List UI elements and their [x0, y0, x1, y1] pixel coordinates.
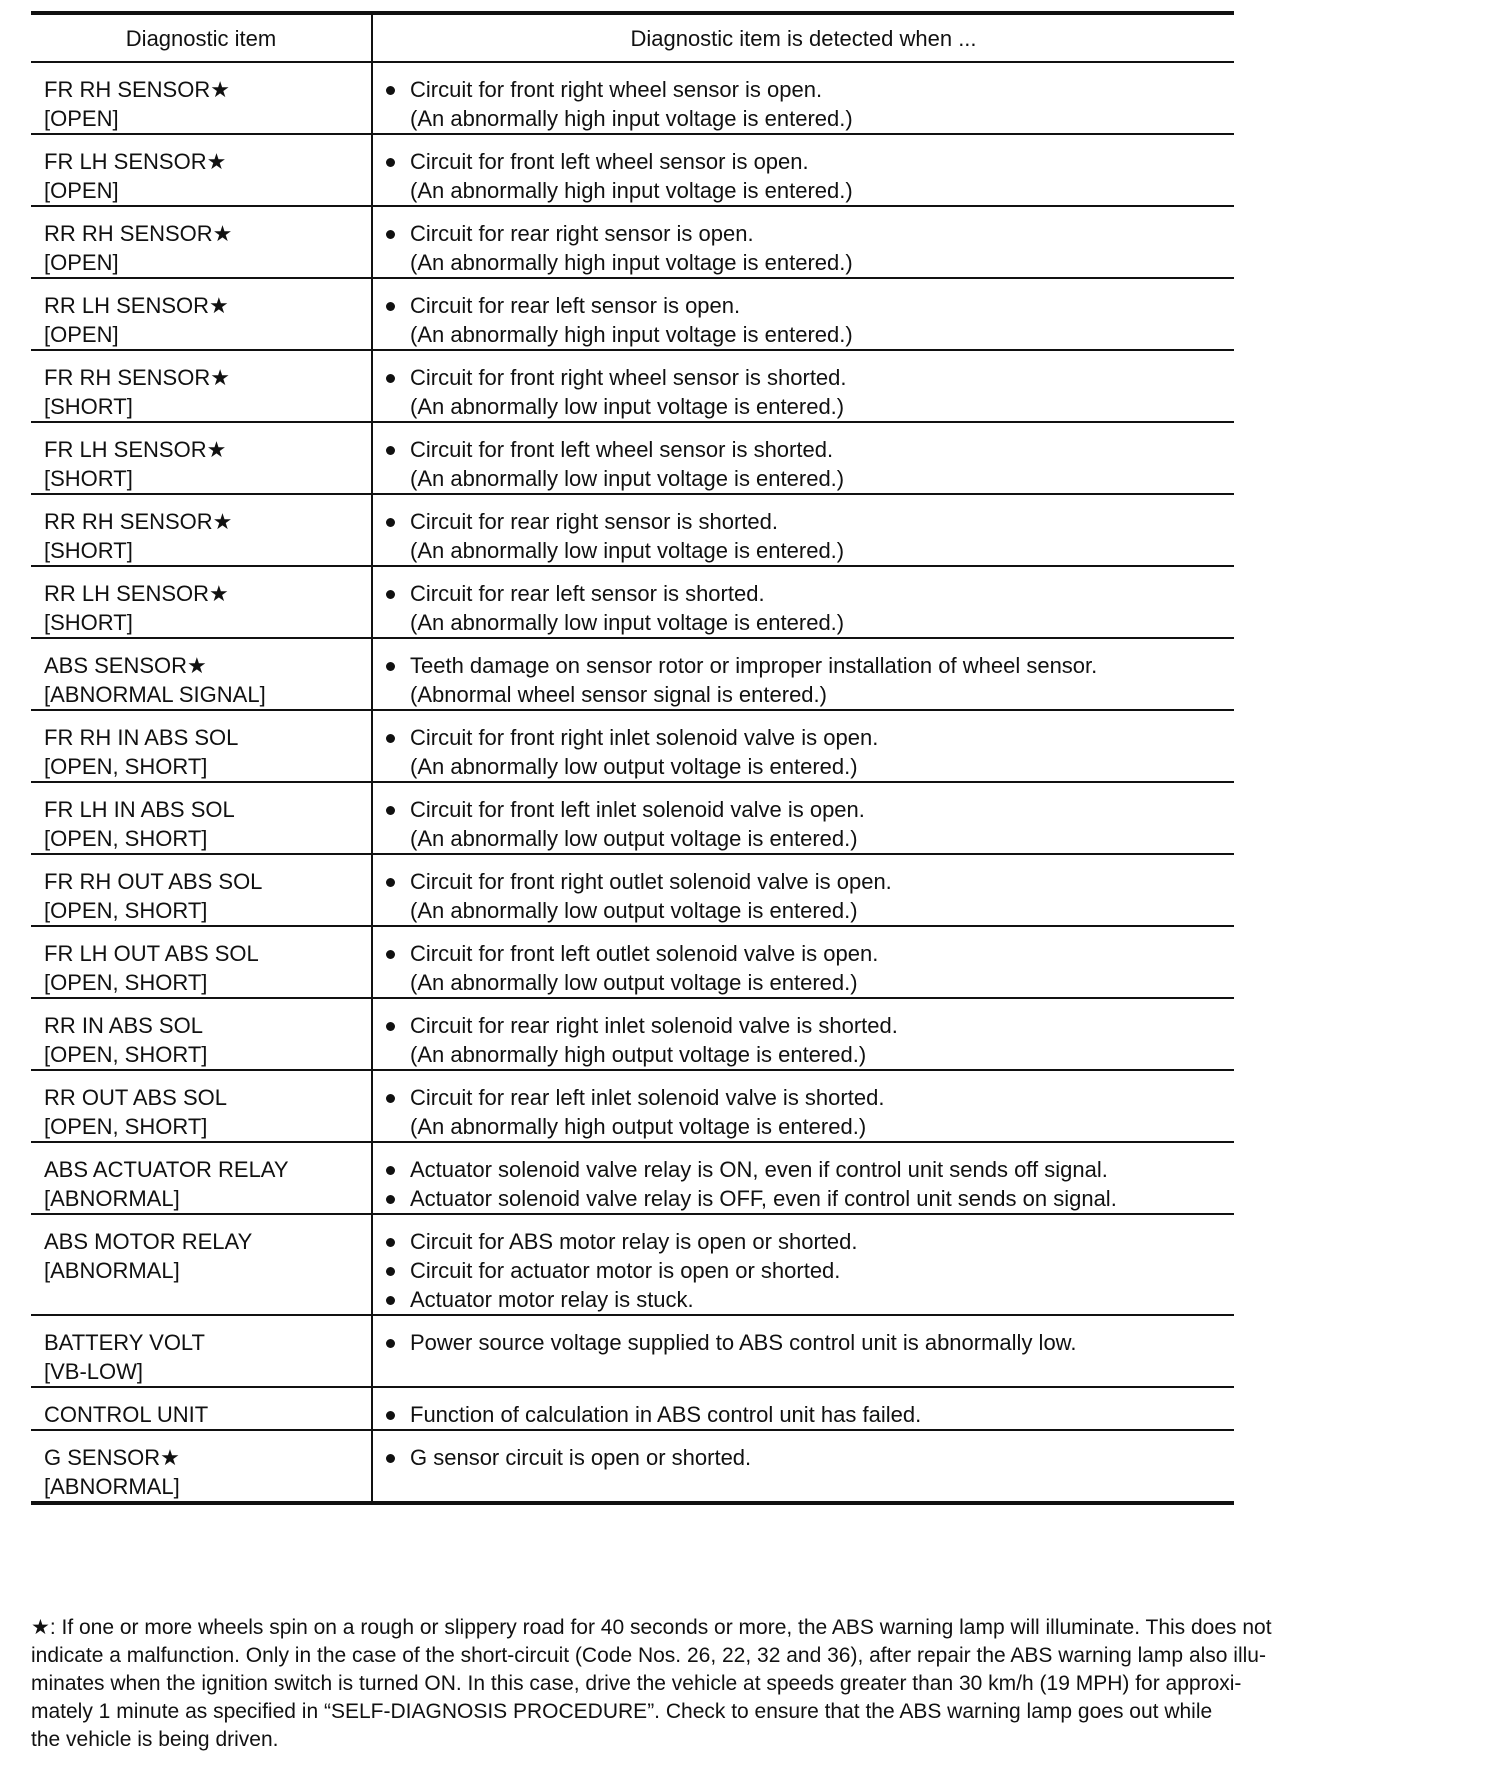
- condition-detail-text: (An abnormally low output voltage is entered.): [410, 970, 858, 995]
- detection-condition-cell: [372, 62, 1234, 134]
- bullet-dot-icon: [386, 374, 395, 383]
- condition-text: Power source voltage supplied to ABS control unit is abnormally low.: [410, 1330, 1077, 1355]
- detection-condition-cell: [372, 1214, 1234, 1315]
- table-row: [31, 134, 1234, 206]
- footnote-line: ★: If one or more wheels spin on a rough or slippery road for 40 seconds or more, the ABS warning lamp will illuminate. This does not: [31, 1616, 1272, 1639]
- diagnostic-item-text: RR LH SENSOR★: [44, 293, 229, 318]
- table-row: [31, 926, 1234, 998]
- condition-text: Circuit for front left wheel sensor is shorted.: [410, 437, 834, 462]
- condition-detail-text: (An abnormally high input voltage is entered.): [410, 322, 853, 347]
- table-body: [31, 62, 1234, 1503]
- table-row: [31, 566, 1234, 638]
- condition-text: Actuator solenoid valve relay is OFF, even if control unit sends on signal.: [410, 1186, 1117, 1211]
- condition-text: Circuit for rear left sensor is open.: [410, 293, 741, 318]
- condition-text: Circuit for front right inlet solenoid valve is open.: [410, 725, 879, 750]
- condition-detail-text: (An abnormally high input voltage is entered.): [410, 106, 853, 131]
- footnote: [31, 1614, 1471, 1754]
- bullet-dot-icon: [386, 518, 395, 527]
- detection-condition-cell: [372, 998, 1234, 1070]
- bullet-item: [383, 1328, 1234, 1357]
- condition-text: G sensor circuit is open or shorted.: [410, 1445, 752, 1470]
- table-row: [31, 278, 1234, 350]
- bullet-item: [383, 1285, 1234, 1314]
- diagnostic-item-text: [OPEN]: [44, 106, 119, 131]
- bullet-item: [383, 1083, 1234, 1112]
- detection-condition-cell: [372, 494, 1234, 566]
- bullet-dot-icon: [386, 1195, 395, 1204]
- diagnostic-item-cell: [31, 998, 372, 1070]
- table-row: [31, 494, 1234, 566]
- diagnostic-item-text: ABS ACTUATOR RELAY: [44, 1157, 289, 1182]
- diagnostic-item-text: [OPEN]: [44, 178, 119, 203]
- condition-detail-text: (An abnormally low input voltage is entered.): [410, 466, 845, 491]
- diagnostic-item-text: G SENSOR★: [44, 1445, 180, 1470]
- bullet-item: [383, 579, 1234, 608]
- diagnostic-item-cell: [31, 782, 372, 854]
- condition-detail-text: (An abnormally low output voltage is entered.): [410, 754, 858, 779]
- bullet-item: [383, 867, 1234, 896]
- diagnostic-item-text: [OPEN, SHORT]: [44, 826, 208, 851]
- diagnostic-item-text: FR RH OUT ABS SOL: [44, 869, 263, 894]
- diagnostic-item-text: BATTERY VOLT: [44, 1330, 205, 1355]
- detection-condition-cell: [372, 1070, 1234, 1142]
- table-row: [31, 1387, 1234, 1430]
- diagnostic-item-text: [VB-LOW]: [44, 1359, 144, 1384]
- diagnostic-item-text: [ABNORMAL]: [44, 1258, 180, 1283]
- diagnostic-item-text: [OPEN]: [44, 322, 119, 347]
- diagnostic-item-text: [OPEN, SHORT]: [44, 754, 208, 779]
- bullet-dot-icon: [386, 1267, 395, 1276]
- bullet-dot-icon: [386, 1094, 395, 1103]
- condition-text: Circuit for rear left inlet solenoid valve is shorted.: [410, 1085, 885, 1110]
- table-row: [31, 350, 1234, 422]
- condition-detail-text: (An abnormally high input voltage is entered.): [410, 178, 853, 203]
- diagnostic-item-cell: [31, 1430, 372, 1503]
- condition-detail-text: (An abnormally high output voltage is entered.): [410, 1042, 867, 1067]
- diagnostic-item-text: [ABNORMAL]: [44, 1474, 180, 1499]
- bullet-dot-icon: [386, 230, 395, 239]
- bullet-dot-icon: [386, 734, 395, 743]
- bullet-item: [383, 1227, 1234, 1256]
- detection-condition-cell: [372, 638, 1234, 710]
- bullet-dot-icon: [386, 1454, 395, 1463]
- diagnostic-item-cell: [31, 710, 372, 782]
- diagnostic-item-text: FR LH OUT ABS SOL: [44, 941, 259, 966]
- diagnostic-item-text: [SHORT]: [44, 538, 133, 563]
- bullet-item: [383, 363, 1234, 392]
- diagnostic-item-text: [OPEN, SHORT]: [44, 1114, 208, 1139]
- diagnostic-item-text: FR RH SENSOR★: [44, 365, 230, 390]
- diagnostic-item-cell: [31, 1214, 372, 1315]
- detection-condition-cell: [372, 710, 1234, 782]
- diagnostic-item-text: FR LH SENSOR★: [44, 149, 227, 174]
- diagnostic-item-cell: [31, 1315, 372, 1387]
- diagnostic-item-cell: [31, 278, 372, 350]
- bullet-dot-icon: [386, 950, 395, 959]
- condition-text: Actuator solenoid valve relay is ON, even if control unit sends off signal.: [410, 1157, 1108, 1182]
- condition-detail-text: (An abnormally low output voltage is entered.): [410, 826, 858, 851]
- diagnostic-item-text: [OPEN]: [44, 250, 119, 275]
- diagnostic-item-text: [ABNORMAL]: [44, 1186, 180, 1211]
- bullet-dot-icon: [386, 590, 395, 599]
- diagnostic-item-text: FR RH IN ABS SOL: [44, 725, 239, 750]
- diagnostic-item-text: RR OUT ABS SOL: [44, 1085, 227, 1110]
- detection-condition-cell: [372, 206, 1234, 278]
- diagnostic-item-cell: [31, 206, 372, 278]
- condition-text: Circuit for front left wheel sensor is open.: [410, 149, 809, 174]
- condition-text: Circuit for rear right sensor is open.: [410, 221, 754, 246]
- bullet-item: [383, 939, 1234, 968]
- diagnostic-item-cell: [31, 134, 372, 206]
- condition-text: Circuit for rear right sensor is shorted.: [410, 509, 779, 534]
- table-row: [31, 998, 1234, 1070]
- table-row: [31, 638, 1234, 710]
- diagnostic-item-text: RR RH SENSOR★: [44, 509, 233, 534]
- bullet-item: [383, 1184, 1234, 1213]
- bullet-dot-icon: [386, 158, 395, 167]
- condition-text: Circuit for front right wheel sensor is shorted.: [410, 365, 847, 390]
- table-row: [31, 1430, 1234, 1503]
- bullet-item: [383, 507, 1234, 536]
- condition-text: Circuit for rear right inlet solenoid valve is shorted.: [410, 1013, 898, 1038]
- detection-condition-cell: [372, 1142, 1234, 1214]
- table-row: [31, 1315, 1234, 1387]
- condition-text: Circuit for front right wheel sensor is open.: [410, 77, 823, 102]
- diagnostic-item-text: [OPEN, SHORT]: [44, 1042, 208, 1067]
- diagnostic-item-cell: [31, 854, 372, 926]
- table-row: [31, 206, 1234, 278]
- bullet-dot-icon: [386, 1296, 395, 1305]
- detection-condition-cell: [372, 422, 1234, 494]
- diagnostic-item-cell: [31, 62, 372, 134]
- table-row: [31, 62, 1234, 134]
- footnote-line: mately 1 minute as specified in “SELF-DIAGNOSIS PROCEDURE”. Check to ensure that the ABS warning lamp goes out while: [31, 1700, 1213, 1723]
- diagnostic-item-text: [OPEN, SHORT]: [44, 898, 208, 923]
- bullet-dot-icon: [386, 806, 395, 815]
- diagnostic-item-cell: [31, 1142, 372, 1214]
- bullet-dot-icon: [386, 1339, 395, 1348]
- table-row: [31, 782, 1234, 854]
- bullet-dot-icon: [386, 662, 395, 671]
- table-row: [31, 422, 1234, 494]
- footnote-line: indicate a malfunction. Only in the case of the short-circuit (Code Nos. 26, 22, 32 and 36), after repair the ABS warning lamp also illu-: [31, 1644, 1266, 1667]
- bullet-dot-icon: [386, 86, 395, 95]
- diagnostic-item-cell: [31, 422, 372, 494]
- bullet-item: [383, 1443, 1234, 1472]
- detection-condition-cell: [372, 278, 1234, 350]
- diagnostic-item-text: FR LH SENSOR★: [44, 437, 227, 462]
- bullet-item: [383, 435, 1234, 464]
- diagnostic-item-text: [OPEN, SHORT]: [44, 970, 208, 995]
- diagnostic-item-text: RR RH SENSOR★: [44, 221, 233, 246]
- diagnostic-item-text: [SHORT]: [44, 394, 133, 419]
- bullet-dot-icon: [386, 446, 395, 455]
- header-diagnostic-item: Diagnostic item: [31, 13, 372, 62]
- table-row: [31, 710, 1234, 782]
- bullet-dot-icon: [386, 1238, 395, 1247]
- bullet-item: [383, 795, 1234, 824]
- detection-condition-cell: [372, 566, 1234, 638]
- diagnostic-item-text: [SHORT]: [44, 466, 133, 491]
- footnote-line: minates when the ignition switch is turned ON. In this case, drive the vehicle at speeds greater than 30 km/h (19 MPH) for approxi-: [31, 1672, 1242, 1695]
- table-row: [31, 854, 1234, 926]
- bullet-item: [383, 1256, 1234, 1285]
- condition-detail-text: (Abnormal wheel sensor signal is entered.): [410, 682, 827, 707]
- bullet-dot-icon: [386, 1166, 395, 1175]
- condition-text: Function of calculation in ABS control unit has failed.: [410, 1402, 922, 1427]
- condition-detail-text: (An abnormally low input voltage is entered.): [410, 610, 845, 635]
- bullet-item: [383, 1155, 1234, 1184]
- detection-condition-cell: [372, 134, 1234, 206]
- condition-text: Teeth damage on sensor rotor or improper installation of wheel sensor.: [410, 653, 1098, 678]
- condition-text: Circuit for rear left sensor is shorted.: [410, 581, 765, 606]
- bullet-item: [383, 219, 1234, 248]
- bullet-item: [383, 723, 1234, 752]
- bullet-item: [383, 75, 1234, 104]
- diagnostic-item-text: ABS MOTOR RELAY: [44, 1229, 253, 1254]
- condition-text: Circuit for ABS motor relay is open or shorted.: [410, 1229, 858, 1254]
- diagnostic-item-cell: [31, 566, 372, 638]
- diagnostic-item-text: CONTROL UNIT: [44, 1402, 209, 1427]
- condition-detail-text: (An abnormally high input voltage is entered.): [410, 250, 853, 275]
- detection-condition-cell: [372, 1315, 1234, 1387]
- bullet-item: [383, 1011, 1234, 1040]
- diagnostic-table-sheet: [31, 11, 1234, 1505]
- bullet-dot-icon: [386, 1022, 395, 1031]
- footnote-line: the vehicle is being driven.: [31, 1728, 279, 1751]
- header-detected-when: Diagnostic item is detected when ...: [630, 25, 977, 51]
- detection-condition-cell: [372, 854, 1234, 926]
- diagnostic-table: [31, 11, 1234, 1505]
- diagnostic-item-text: RR IN ABS SOL: [44, 1013, 203, 1038]
- bullet-dot-icon: [386, 878, 395, 887]
- condition-detail-text: (An abnormally high output voltage is entered.): [410, 1114, 867, 1139]
- condition-detail-text: (An abnormally low output voltage is entered.): [410, 898, 858, 923]
- diagnostic-item-text: FR LH IN ABS SOL: [44, 797, 235, 822]
- bullet-item: [383, 291, 1234, 320]
- table-row: [31, 1070, 1234, 1142]
- detection-condition-cell: [372, 1430, 1234, 1503]
- diagnostic-item-cell: [31, 494, 372, 566]
- table-row: [31, 1142, 1234, 1214]
- detection-condition-cell: [372, 782, 1234, 854]
- bullet-item: [383, 1400, 1234, 1429]
- condition-text: Actuator motor relay is stuck.: [410, 1287, 694, 1312]
- diagnostic-item-text: [SHORT]: [44, 610, 133, 635]
- condition-detail-text: (An abnormally low input voltage is entered.): [410, 394, 845, 419]
- diagnostic-item-text: [ABNORMAL SIGNAL]: [44, 682, 266, 707]
- condition-text: Circuit for front right outlet solenoid valve is open.: [410, 869, 892, 894]
- table-header-row: [31, 13, 1234, 62]
- diagnostic-item-text: RR LH SENSOR★: [44, 581, 229, 606]
- diagnostic-item-cell: [31, 1070, 372, 1142]
- condition-detail-text: (An abnormally low input voltage is entered.): [410, 538, 845, 563]
- diagnostic-item-cell: [31, 1387, 372, 1430]
- diagnostic-item-text: ABS SENSOR★: [44, 653, 207, 678]
- condition-text: Circuit for front left outlet solenoid valve is open.: [410, 941, 879, 966]
- bullet-item: [383, 651, 1234, 680]
- detection-condition-cell: [372, 350, 1234, 422]
- diagnostic-item-cell: [31, 350, 372, 422]
- condition-text: Circuit for front left inlet solenoid valve is open.: [410, 797, 865, 822]
- condition-text: Circuit for actuator motor is open or shorted.: [410, 1258, 841, 1283]
- detection-condition-cell: [372, 1387, 1234, 1430]
- table-row: [31, 1214, 1234, 1315]
- bullet-item: [383, 147, 1234, 176]
- diagnostic-item-text: FR RH SENSOR★: [44, 77, 230, 102]
- bullet-dot-icon: [386, 1411, 395, 1420]
- bullet-dot-icon: [386, 302, 395, 311]
- detection-condition-cell: [372, 926, 1234, 998]
- diagnostic-item-cell: [31, 926, 372, 998]
- diagnostic-item-cell: [31, 638, 372, 710]
